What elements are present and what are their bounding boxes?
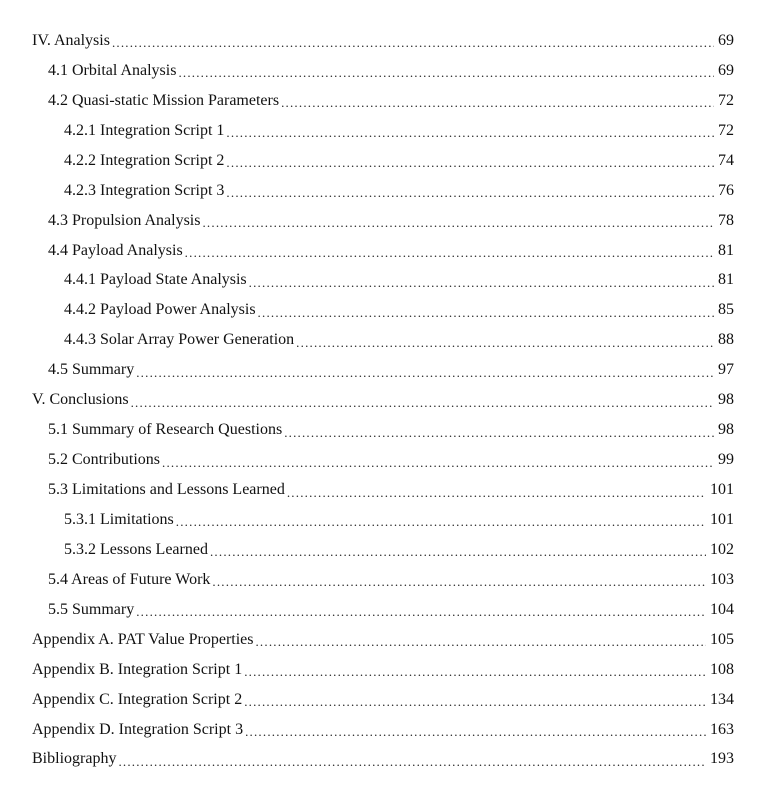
toc-entry-title: Appendix C. Integration Script 2 — [32, 690, 243, 708]
toc-entry-page: 74 — [718, 151, 734, 169]
toc-entry — [0, 685, 762, 715]
toc-entry — [0, 86, 762, 116]
toc-dot-leader — [202, 216, 714, 229]
toc-entry-page: 85 — [718, 301, 734, 319]
toc-dot-leader — [296, 336, 714, 349]
toc-entry — [0, 655, 762, 685]
toc-entry-page: 69 — [718, 31, 734, 49]
toc-entry-title: Appendix B. Integration Script 1 — [32, 660, 243, 678]
toc-entry-title: 5.4 Areas of Future Work — [48, 570, 211, 588]
toc-dot-leader — [244, 665, 706, 678]
toc-dot-leader — [287, 486, 706, 499]
toc-entry — [0, 565, 762, 595]
toc-dot-leader — [226, 156, 714, 169]
toc-entry — [0, 625, 762, 655]
toc-dot-leader — [249, 276, 714, 289]
toc-entry-title: Appendix A. PAT Value Properties — [32, 630, 254, 648]
toc-dot-leader — [112, 36, 714, 49]
toc-dot-leader — [210, 545, 706, 558]
toc-entry-page: 103 — [710, 570, 734, 588]
toc-dot-leader — [136, 605, 706, 618]
toc-dot-leader — [185, 246, 714, 259]
toc-entry-page: 88 — [718, 331, 734, 349]
toc-entry-page: 101 — [710, 481, 734, 499]
toc-entry — [0, 26, 762, 56]
toc-entry — [0, 325, 762, 355]
toc-entry — [0, 176, 762, 206]
toc-entry-page: 76 — [718, 181, 734, 199]
toc-entry — [0, 355, 762, 385]
toc-entry-page: 99 — [718, 451, 734, 469]
toc-entry-title: 4.4.3 Solar Array Power Generation — [64, 331, 295, 349]
toc-entry-title: 4.4.1 Payload State Analysis — [64, 271, 247, 289]
toc-dot-leader — [162, 456, 714, 469]
toc-dot-leader — [284, 426, 714, 439]
toc-entry-title: 4.1 Orbital Analysis — [48, 61, 177, 79]
toc-entry — [0, 206, 762, 236]
toc-entry-page: 104 — [710, 600, 734, 618]
toc-entry — [0, 715, 762, 745]
toc-entry-page: 134 — [710, 690, 734, 708]
toc-entry-page: 97 — [718, 361, 734, 379]
toc-entry-page: 98 — [718, 421, 734, 439]
toc-dot-leader — [255, 635, 706, 648]
toc-entry — [0, 295, 762, 325]
toc-entry-title: Appendix D. Integration Script 3 — [32, 720, 244, 738]
toc-entry-title: 4.5 Summary — [48, 361, 135, 379]
toc-entry — [0, 475, 762, 505]
toc-dot-leader — [258, 306, 714, 319]
toc-entry-page: 105 — [710, 630, 734, 648]
toc-entry-page: 72 — [718, 91, 734, 109]
toc-dot-leader — [281, 96, 714, 109]
toc-entry — [0, 266, 762, 296]
toc-entry — [0, 56, 762, 86]
toc-entry-title: Bibliography — [32, 750, 117, 768]
toc-entry-title: IV. Analysis — [32, 31, 110, 49]
toc-entry — [0, 745, 762, 775]
toc-entry-page: 72 — [718, 121, 734, 139]
toc-entry — [0, 535, 762, 565]
toc-entry-title: V. Conclusions — [32, 391, 129, 409]
toc-entry-page: 101 — [710, 510, 734, 528]
toc-dot-leader — [178, 66, 714, 79]
toc-entry-page: 163 — [710, 720, 734, 738]
toc-dot-leader — [118, 755, 706, 768]
toc-entry — [0, 116, 762, 146]
toc-entry-page: 102 — [710, 540, 734, 558]
toc-dot-leader — [245, 725, 706, 738]
toc-entry-title: 5.3.1 Limitations — [64, 510, 174, 528]
toc-entry-page: 81 — [718, 271, 734, 289]
toc-entry-title: 4.2 Quasi-static Mission Parameters — [48, 91, 280, 109]
toc-entry — [0, 146, 762, 176]
toc-entry-title: 4.4.2 Payload Power Analysis — [64, 301, 256, 319]
toc-entry-title: 4.2.1 Integration Script 1 — [64, 121, 225, 139]
toc-dot-leader — [226, 186, 714, 199]
toc-entry — [0, 595, 762, 625]
toc-dot-leader — [212, 575, 706, 588]
toc-entry-title: 5.1 Summary of Research Questions — [48, 421, 283, 439]
toc-entry — [0, 236, 762, 266]
toc-entry-title: 4.3 Propulsion Analysis — [48, 211, 201, 229]
toc-entry-title: 5.5 Summary — [48, 600, 135, 618]
toc-entry-title: 5.3 Limitations and Lessons Learned — [48, 481, 285, 499]
toc-entry-title: 5.3.2 Lessons Learned — [64, 540, 208, 558]
toc-entry-page: 81 — [718, 241, 734, 259]
toc-entry — [0, 415, 762, 445]
toc-entry-title: 4.4 Payload Analysis — [48, 241, 183, 259]
toc-entry-page: 98 — [718, 391, 734, 409]
toc-entry-title: 4.2.3 Integration Script 3 — [64, 181, 225, 199]
toc-dot-leader — [176, 515, 706, 528]
toc-dot-leader — [131, 396, 714, 409]
toc-entry — [0, 505, 762, 535]
toc-dot-leader — [136, 366, 714, 379]
toc-dot-leader — [244, 695, 706, 708]
toc-entry-page: 108 — [710, 660, 734, 678]
toc-entry-title: 5.2 Contributions — [48, 451, 161, 469]
toc-entry-page: 193 — [710, 750, 734, 768]
toc-entry-title: 4.2.2 Integration Script 2 — [64, 151, 225, 169]
toc-entry-page: 78 — [718, 211, 734, 229]
toc-entry — [0, 445, 762, 475]
toc-entry-page: 69 — [718, 61, 734, 79]
table-of-contents — [0, 26, 762, 774]
toc-dot-leader — [226, 126, 714, 139]
toc-entry — [0, 385, 762, 415]
